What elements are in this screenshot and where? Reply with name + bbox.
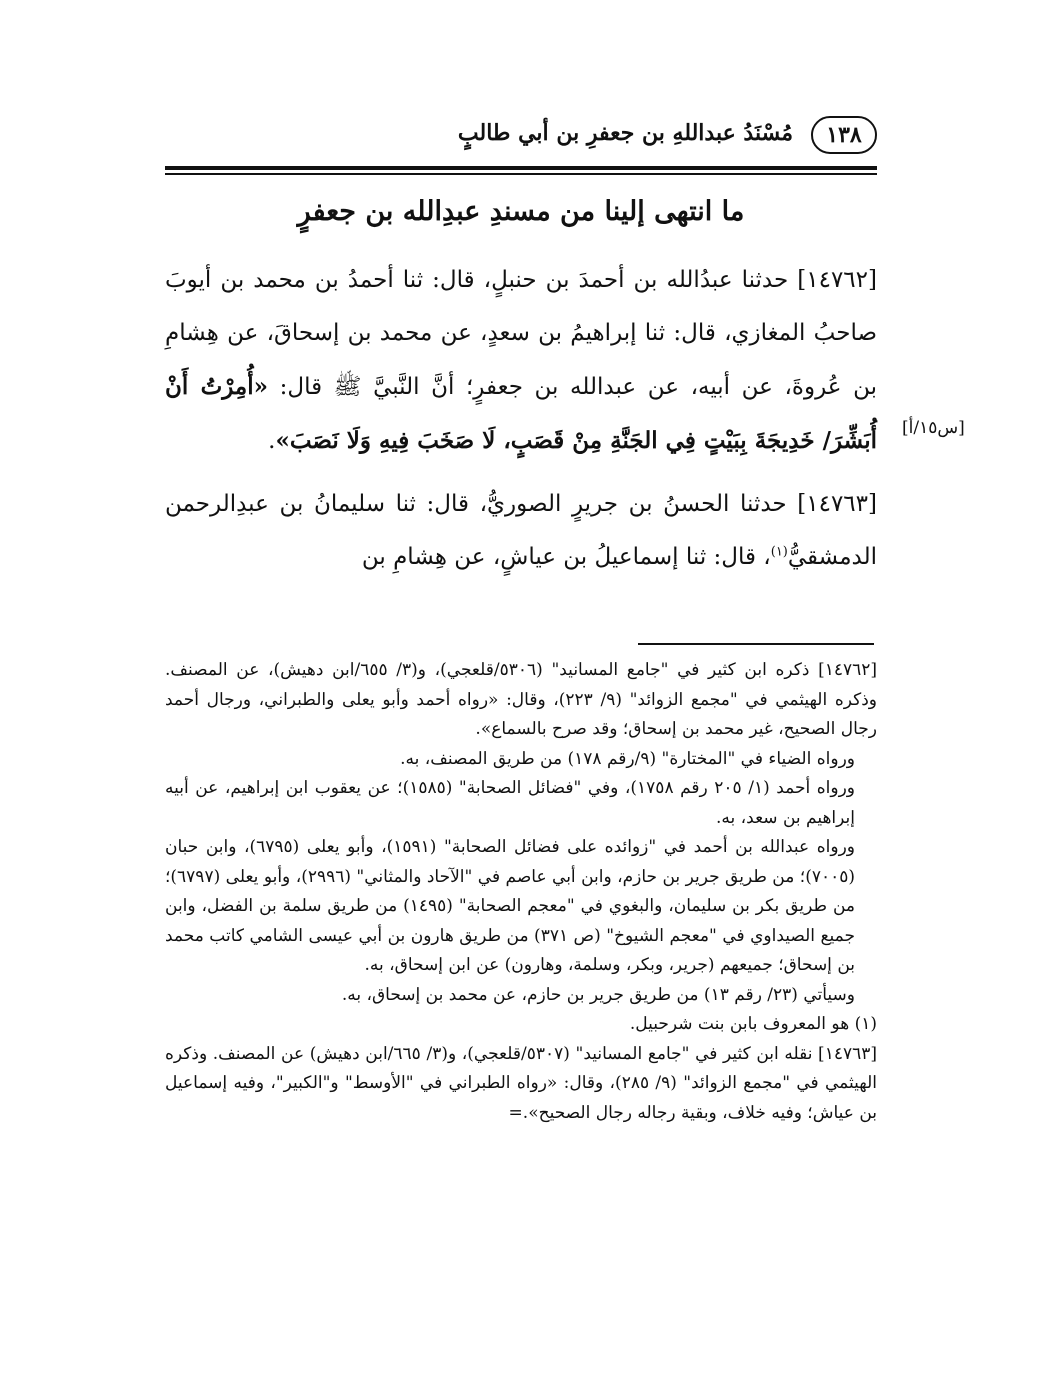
page-number-badge	[811, 116, 877, 154]
footnote-14762-ahmad: ورواه أحمد (١/ ٢٠٥ رقم ١٧٥٨)، وفي "فضائل الصحابة" (١٥٨٥)؛ عن يعقوب ابن إبراهيم، عن أبيه إبراهيم بن سعد، به.	[165, 778, 856, 828]
page-header	[165, 112, 877, 162]
hadith-matn: «أُمِرْتُ أَنْ أُبَشِّرَ/ خَدِيجَةَ بِبَيْتٍ فِي الجَنَّةِ مِنْ قَصَبٍ، لَا صَخَبَ فِيهِ وَلَا نَصَبَ»	[165, 373, 877, 454]
isnad-chain: [١٤٧٦٢] حدثنا عبدُالله بن أحمدَ بن حنبلٍ، قال: ثنا أحمدُ بن محمد بن أيوبَ صاحبُ المغازي، قال: ثنا إبراهيمُ بن سعدٍ، عن محمد بن إسحاقَ، عن هِشامِ بن عُروةَ، عن أبيه، عن عبدالله بن جعفرٍ؛ أنَّ النَّبيَّ ﷺ قال:	[165, 267, 877, 400]
isnad-chain-b: ، قال: ثنا إسماعيلُ بن عياشٍ، عن هِشامِ بن	[361, 544, 771, 570]
header-rule-thick	[165, 166, 877, 170]
footnote-1: (١) هو المعروف بابن بنت شرحبيل.	[629, 1014, 877, 1034]
footnote-14762-mukhtara: ورواه الضياء في "المختارة" (٩/رقم ١٧٨) من طريق المصنف، به.	[400, 748, 855, 769]
running-title: مُسْنَدُ عبداللهِ بن جعفرِ بن أبي طالبٍ	[457, 120, 793, 146]
hadith-14763	[165, 478, 877, 584]
manuscript-margin-note: [س١٥/أ]	[902, 418, 965, 438]
hadith-end: .	[268, 428, 276, 454]
footnotes	[165, 656, 877, 1128]
footnote-separator	[638, 643, 874, 645]
footnote-14762-crossref: وسيأتي (٢٣/ رقم ١٣) من طريق جرير بن حازم، عن محمد بن إسحاق، به.	[341, 984, 855, 1005]
footnote-14762-main: [١٤٧٦٢] ذكره ابن كثير في "جامع المسانيد" (٥٣٠٦/قلعجي)، و(٣/ ٦٥٥/ابن دهيش)، عن المصنف. وذكره الهيثمي في "مجمع الزوائد" (٩/ ٢٢٣)، وقال: «رواه أحمد وأبو يعلى والطبراني، ورجال أحمد رجال الصحيح، غير محمد بن إسحاق؛ وقد صرح بالسماع».	[165, 660, 878, 739]
main-text	[165, 254, 877, 584]
footnote-ref[interactable]: (١)	[770, 544, 788, 560]
footnote-14762-others: ورواه عبدالله بن أحمد في "زوائده على فضائل الصحابة" (١٥٩١)، وأبو يعلى (٦٧٩٥)، وابن حبان (٧٠٠٥)؛ من طريق جرير بن حازم، وابن أبي عاصم في "الآحاد والمثاني" (٢٩٩٦)، وأبو يعلى (٦٧٩٧)؛ من طريق بكر بن سليمان، والبغوي في "معجم الصحابة" (١٤٩٥) من طريق سلمة بن الفضل، وابن جميع الصيداوي في "معجم الشيوخ" (ص ٣٧١) من طريق هارون بن أبي عيسى الشامي كاتب محمد بن إسحاق؛ جميعهم (جرير، وبكر، وسلمة، وهارون) عن ابن إسحاق، به.	[165, 837, 855, 975]
isnad-chain-a: [١٤٧٦٣] حدثنا الحسنُ بن جريرٍ الصوريُّ، قال: ثنا سليمانُ بن عبدِالرحمن الدمشقيُّ	[165, 491, 877, 570]
footnote-14763-main: [١٤٧٦٣] نقله ابن كثير في "جامع المسانيد" (٥٣٠٧/قلعجي)، و(٣/ ٦٦٥/ابن دهيش) عن المصنف. وذكره الهيثمي في "مجمع الزوائد" (٩/ ٢٨٥)، وقال: «رواه الطبراني في "الأوسط" و"الكبير"، وفيه إسماعيل بن عياش؛ وفيه خلاف، وبقية رجاله رجال الصحيح».=	[165, 1043, 877, 1123]
hadith-14762	[165, 254, 877, 468]
section-title: ما انتهى إلينا من مسندِ عبدِالله بن جعفرٍ	[297, 196, 745, 227]
header-rule-thin	[165, 173, 877, 175]
page-number: ١٣٨	[826, 122, 862, 148]
